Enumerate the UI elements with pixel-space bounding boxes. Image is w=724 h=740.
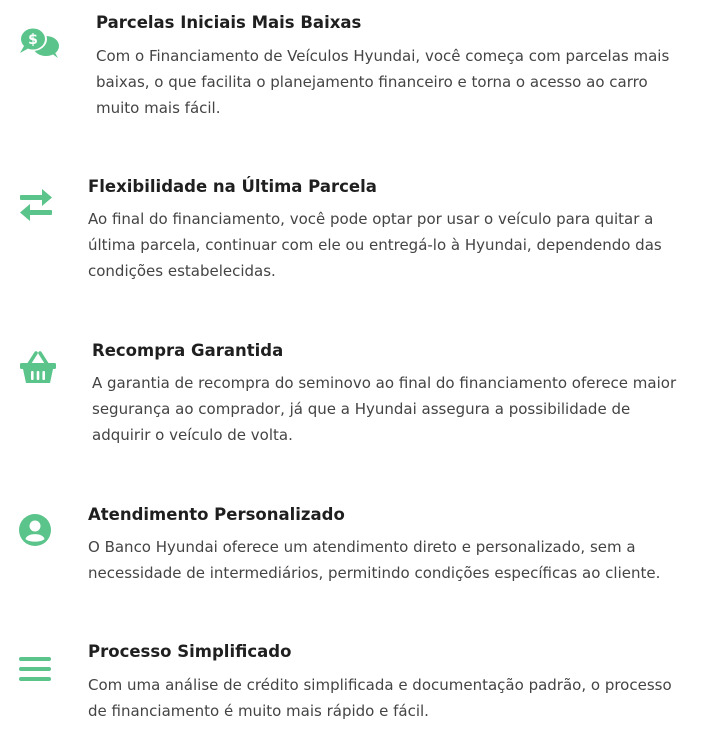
feature-title: Atendimento Personalizado bbox=[88, 505, 345, 524]
feature-description: O Banco Hyundai oferece um atendimento direto e personalizado, sem a necessidade de intermediários, permitindo condições específicas ao cliente. bbox=[88, 538, 661, 582]
feature-description: Com o Financiamento de Veículos Hyundai, você começa com parcelas mais baixas, o que facilita o planejamento financeiro e torna o acesso ao carro muito mais fácil. bbox=[96, 47, 670, 117]
feature-description: Com uma análise de crédito simplificada e documentação padrão, o processo de financiamento é muito mais rápido e fácil. bbox=[88, 676, 672, 720]
basket-icon bbox=[19, 350, 57, 384]
money-chat-icon bbox=[17, 25, 61, 59]
user-circle-icon bbox=[18, 513, 52, 547]
feature-title: Recompra Garantida bbox=[92, 341, 284, 360]
feature-description: Ao final do financiamento, você pode optar por usar o veículo para quitar a última parcela, continuar com ele ou entregá-lo à Hyundai, dependendo das condições estabelecidas. bbox=[88, 210, 662, 280]
menu-lines-icon bbox=[18, 656, 52, 682]
feature-title: Parcelas Iniciais Mais Baixas bbox=[96, 13, 362, 32]
feature-description: A garantia de recompra do seminovo ao final do financiamento oferece maior segurança ao comprador, já que a Hyundai assegura a possibilidade de adquirir o veículo de volta. bbox=[92, 374, 677, 444]
feature-title: Processo Simplificado bbox=[88, 642, 292, 661]
swap-arrows-icon bbox=[18, 188, 54, 222]
feature-title: Flexibilidade na Última Parcela bbox=[88, 177, 377, 196]
svg-text:$: $ bbox=[28, 32, 38, 48]
